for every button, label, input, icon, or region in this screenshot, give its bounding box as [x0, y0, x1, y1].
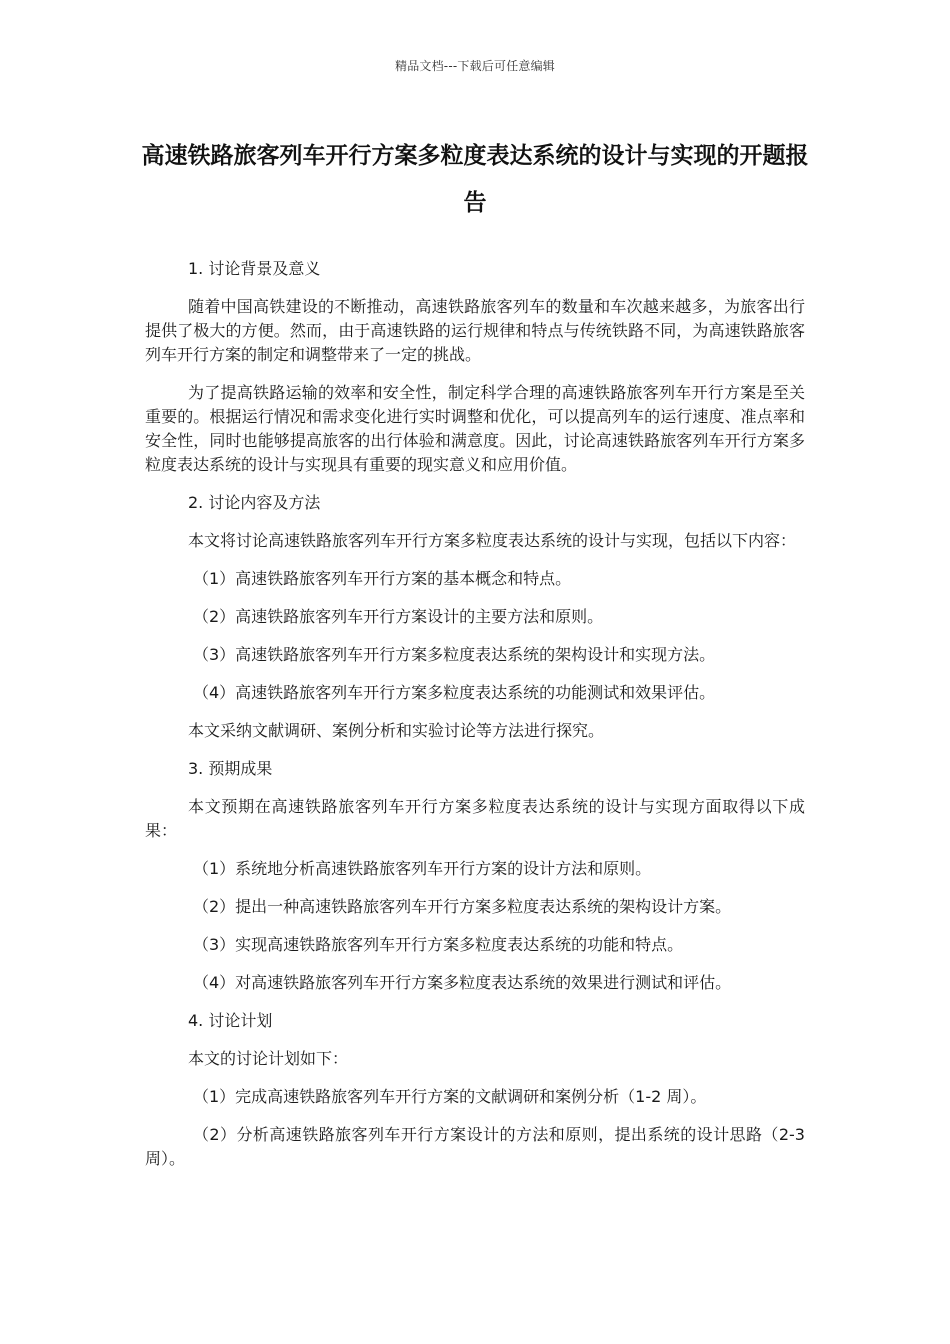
section-heading-plan: 4. 讨论计划 — [188, 1011, 273, 1030]
paragraph: 为了提高铁路运输的效率和安全性，制定科学合理的高速铁路旅客列车开行方案是至关重要的。根据运行情况和需求变化进行实时调整和优化，可以提高列车的运行速度、准点率和安全性，同时也能够提高旅客的出行体验和满意度。因此，讨论高速铁路旅客列车开行方案多粒度表达系统的设计与实现具有重要的现实意义和应用价值。 — [145, 383, 805, 474]
paragraph: 本文采纳文献调研、案例分析和实验讨论等方法进行探究。 — [188, 721, 605, 740]
list-item: （1）完成高速铁路旅客列车开行方案的文献调研和案例分析（1-2 周）。 — [193, 1087, 707, 1106]
list-item: （2）分析高速铁路旅客列车开行方案设计的方法和原则，提出系统的设计思路（2-3 周）。 — [145, 1125, 805, 1168]
document-body — [145, 257, 805, 1185]
list-item: （3）实现高速铁路旅客列车开行方案多粒度表达系统的功能和特点。 — [193, 935, 684, 954]
section-heading-expected-results: 3. 预期成果 — [188, 759, 273, 778]
paragraph: 随着中国高铁建设的不断推动，高速铁路旅客列车的数量和车次越来越多，为旅客出行提供了极大的方便。然而，由于高速铁路的运行规律和特点与传统铁路不同，为高速铁路旅客列车开行方案的制定和调整带来了一定的挑战。 — [145, 297, 805, 364]
document-title: 高速铁路旅客列车开行方案多粒度表达系统的设计与实现的开题报告 — [141, 143, 809, 216]
list-item: （1）系统地分析高速铁路旅客列车开行方案的设计方法和原则。 — [193, 859, 652, 878]
list-item: （3）高速铁路旅客列车开行方案多粒度表达系统的架构设计和实现方法。 — [193, 645, 716, 664]
list-item: （4）对高速铁路旅客列车开行方案多粒度表达系统的效果进行测试和评估。 — [193, 973, 732, 992]
list-item: （2）高速铁路旅客列车开行方案设计的主要方法和原则。 — [193, 607, 604, 626]
paragraph: 本文将讨论高速铁路旅客列车开行方案多粒度表达系统的设计与实现，包括以下内容： — [188, 531, 797, 550]
list-item: （1）高速铁路旅客列车开行方案的基本概念和特点。 — [193, 569, 572, 588]
list-item: （4）高速铁路旅客列车开行方案多粒度表达系统的功能测试和效果评估。 — [193, 683, 716, 702]
section-heading-background: 1. 讨论背景及意义 — [188, 259, 321, 278]
header-note: 精品文档---下载后可任意编辑 — [395, 59, 555, 73]
paragraph: 本文预期在高速铁路旅客列车开行方案多粒度表达系统的设计与实现方面取得以下成果： — [145, 797, 805, 840]
list-item: （2）提出一种高速铁路旅客列车开行方案多粒度表达系统的架构设计方案。 — [193, 897, 732, 916]
paragraph: 本文的讨论计划如下： — [188, 1049, 349, 1068]
section-heading-content-methods: 2. 讨论内容及方法 — [188, 493, 321, 512]
